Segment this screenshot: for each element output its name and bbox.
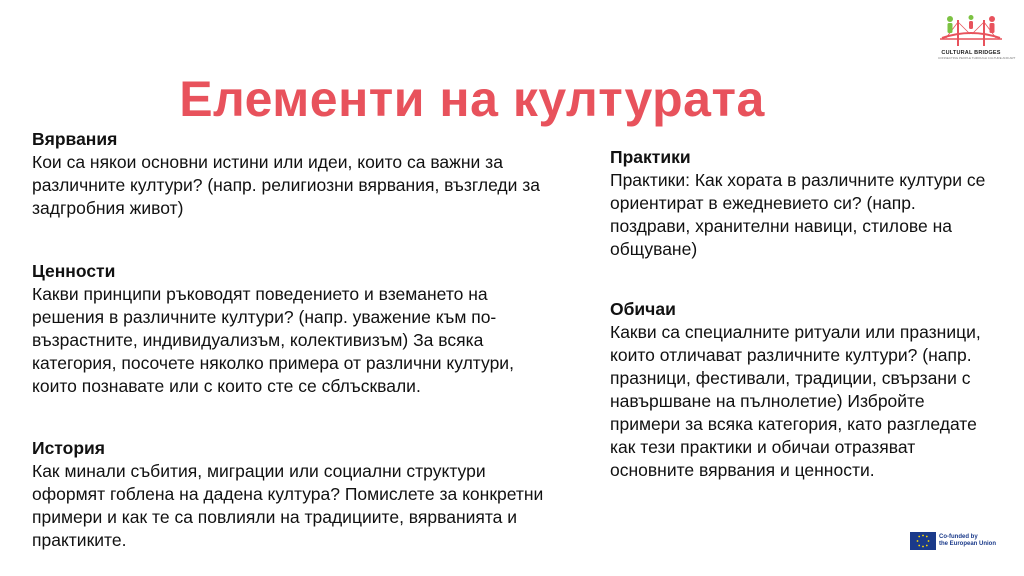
section-heading: Вярвания [32, 129, 118, 149]
section-heading: Практики [610, 147, 691, 167]
section-heading: Ценности [32, 261, 116, 281]
eu-text-line2: the European Union [939, 541, 996, 547]
section-body: Кои са някои основни истини или идеи, които са важни за различните култури? (напр. религиозни вярвания, възгледи за задгробния живот) [32, 152, 541, 218]
logo-name: CULTURAL BRIDGES [941, 50, 1001, 56]
eu-cofunded-badge [910, 532, 996, 550]
eu-text-line1: Co-funded by [939, 534, 978, 540]
section-customs [610, 298, 995, 482]
eu-flag-icon [910, 532, 936, 550]
bridge-people-icon [938, 14, 1004, 50]
section-body: Как минали събития, миграции или социални структури оформят гоблена на дадена култура? Помислете за конкретни примери и как те са повлияли на традициите, вярванията и практиките. [32, 461, 544, 550]
slide-title: Елементи на културата [179, 70, 765, 127]
logo-tagline: CONNECTING PEOPLE THROUGH CULTURE AND ART [938, 56, 1016, 60]
section-body: Практики: Как хората в различните култури се ориентират в ежедневието си? (напр. поздрави, хранителни навици, стилове на общуване) [610, 170, 986, 259]
cultural-bridges-logo [938, 14, 1016, 60]
section-body: Какви принципи ръководят поведението и вземането на решения в различните култури? (напр. уважение към по-възрастните, индивидуализъм, колективизъм) За всяка категория, посочете няколко примера от различни култури, които познавате или с които сте се сблъсквали. [32, 284, 514, 396]
section-body: Какви са специалните ритуали или празници, които отличават различните култури? (напр. празници, фестивали, традиции, свързани с навършване на пълнолетие) Избройте примери за всяка категория, като разгледате как тези практики и обичаи отразяват основните вярвания и ценности. [610, 322, 981, 480]
section-values [32, 260, 552, 398]
section-history [32, 437, 552, 552]
section-heading: Обичаи [610, 299, 676, 319]
section-heading: История [32, 438, 105, 458]
section-practices [610, 146, 995, 261]
section-beliefs [32, 128, 542, 220]
